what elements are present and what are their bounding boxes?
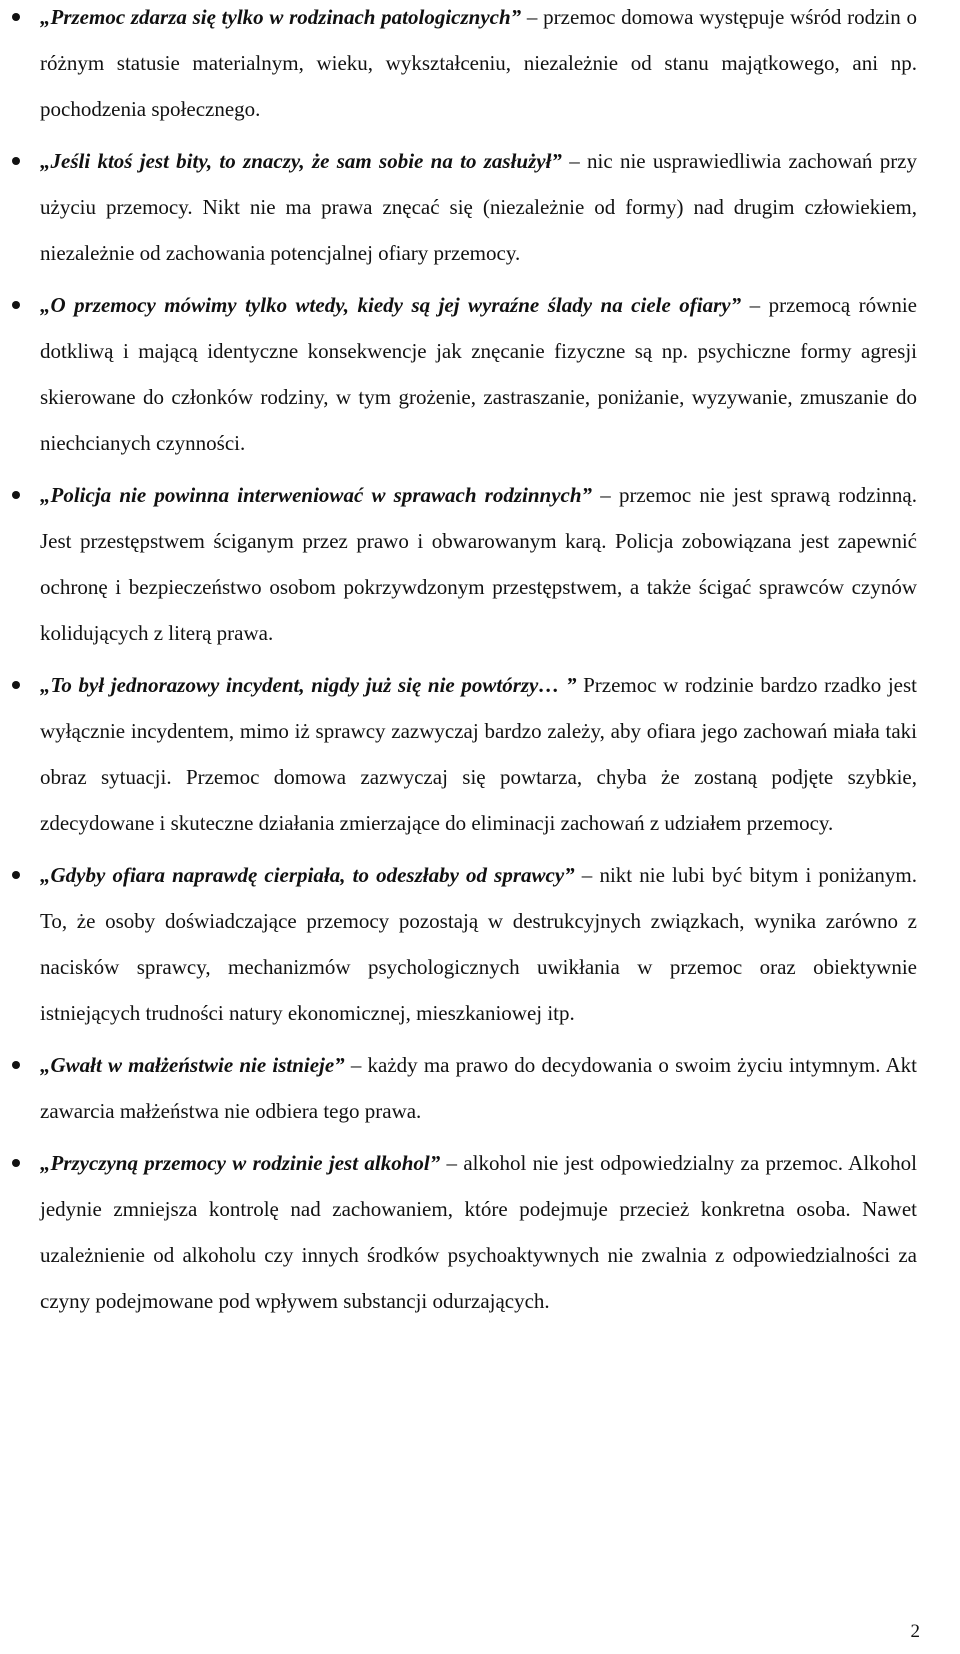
myth-statement: „Policja nie powinna interweniować w sprawach rodzinnych” [40, 483, 593, 507]
bullet-icon [12, 871, 20, 879]
explanation-text: każdy ma prawo do decydowania o swoim życiu intymnym. Akt zawarcia małżeństwa nie odbiera tego prawa. [40, 1053, 917, 1123]
myth-statement: „Przyczyną przemocy w rodzinie jest alkohol” [40, 1151, 441, 1175]
list-item [40, 852, 917, 1036]
myth-statement: „To był jednorazowy incydent, nigdy już się nie powtórzy… ” [40, 673, 577, 697]
bullet-icon [12, 157, 20, 165]
bullet-icon [12, 301, 20, 309]
dash: – [521, 5, 544, 29]
bullet-icon [12, 13, 20, 21]
bullet-icon [12, 681, 20, 689]
list-item [40, 138, 917, 276]
bullet-icon [12, 1159, 20, 1167]
myth-statement: „Jeśli ktoś jest bity, to znaczy, że sam sobie na to zasłużył” [40, 149, 562, 173]
dash: – [561, 149, 587, 173]
list-item [40, 1042, 917, 1134]
dash: – [440, 1151, 464, 1175]
explanation-text: przemocą równie dotkliwą i mającą identyczne konsekwencje jak znęcanie fizyczne są np. psychiczne formy agresji skierowane do członków rodziny, w tym grożenie, zastraszanie, poniżanie, wyzywanie, zmuszanie do niechcianych czynności. [40, 293, 917, 455]
explanation-text: przemoc nie jest sprawą rodzinną. Jest przestępstwem ściganym przez prawo i obwarowanym karą. Policja zobowiązana jest zapewnić ochronę i bezpieczeństwo osobom pokrzywdzonym przestępstwem, a także ścigać sprawców czynów kolidujących z literą prawa. [40, 483, 917, 645]
myth-statement: „Gdyby ofiara naprawdę cierpiała, to odeszłaby od sprawcy” [40, 863, 575, 887]
list-item [40, 282, 917, 466]
myth-statement: „Przemoc zdarza się tylko w rodzinach patologicznych” [40, 5, 522, 29]
page-number: 2 [910, 1621, 920, 1642]
list-item [40, 1140, 917, 1324]
list-item [40, 662, 917, 846]
explanation-text: nic nie usprawiedliwia zachowań przy użyciu przemocy. Nikt nie ma prawa znęcać się (niezależnie od formy) nad drugim człowiekiem, niezależnie od zachowania potencjalnej ofiary przemocy. [40, 149, 918, 265]
explanation-text: nikt nie lubi być bitym i poniżanym. To, że osoby doświadczające przemocy pozostają w destrukcyjnych związkach, wynika zarówno z nacisków sprawcy, mechanizmów psychologicznych uwikłania w przemoc oraz obiektywnie istniejących trudności natury ekonomicznej, mieszkaniowej itp. [40, 863, 917, 1025]
dash: – [592, 483, 619, 507]
explanation-text: przemoc domowa występuje wśród rodzin o różnym statusie materialnym, wieku, wykształceniu, niezależnie od stanu majątkowego, ani np. pochodzenia społecznego. [40, 5, 917, 121]
explanation-text: alkohol nie jest odpowiedzialny za przemoc. Alkohol jedynie zmniejsza kontrolę nad zachowaniem, które podejmuje przecież konkretna osoba. Nawet uzależnienie od alkoholu czy innych środków psychoaktywnych nie zwalnia z odpowiedzialności za czyny podejmowane pod wpływem substancji odurzających. [40, 1151, 918, 1313]
dash: – [574, 863, 600, 887]
bullet-icon [12, 491, 20, 499]
dash: – [741, 293, 769, 317]
myth-statement: „O przemocy mówimy tylko wtedy, kiedy są jej wyraźne ślady na ciele ofiary” [40, 293, 742, 317]
list-item [40, 472, 917, 656]
myth-statement: „Gwałt w małżeństwie nie istnieje” [40, 1053, 345, 1077]
list-item [40, 0, 917, 132]
myths-list [40, 0, 917, 1330]
explanation-text: Przemoc w rodzinie bardzo rzadko jest wyłącznie incydentem, mimo iż sprawcy zazwyczaj bardzo zależy, aby ofiara jego zachowań miała taki obraz sytuacji. Przemoc domowa zazwyczaj się powtarza, chyba że zostaną podjęte szybkie, zdecydowane i skuteczne działania zmierzające do eliminacji zachowań z udziałem przemocy. [40, 673, 917, 835]
bullet-icon [12, 1061, 20, 1069]
dash: – [344, 1053, 368, 1077]
